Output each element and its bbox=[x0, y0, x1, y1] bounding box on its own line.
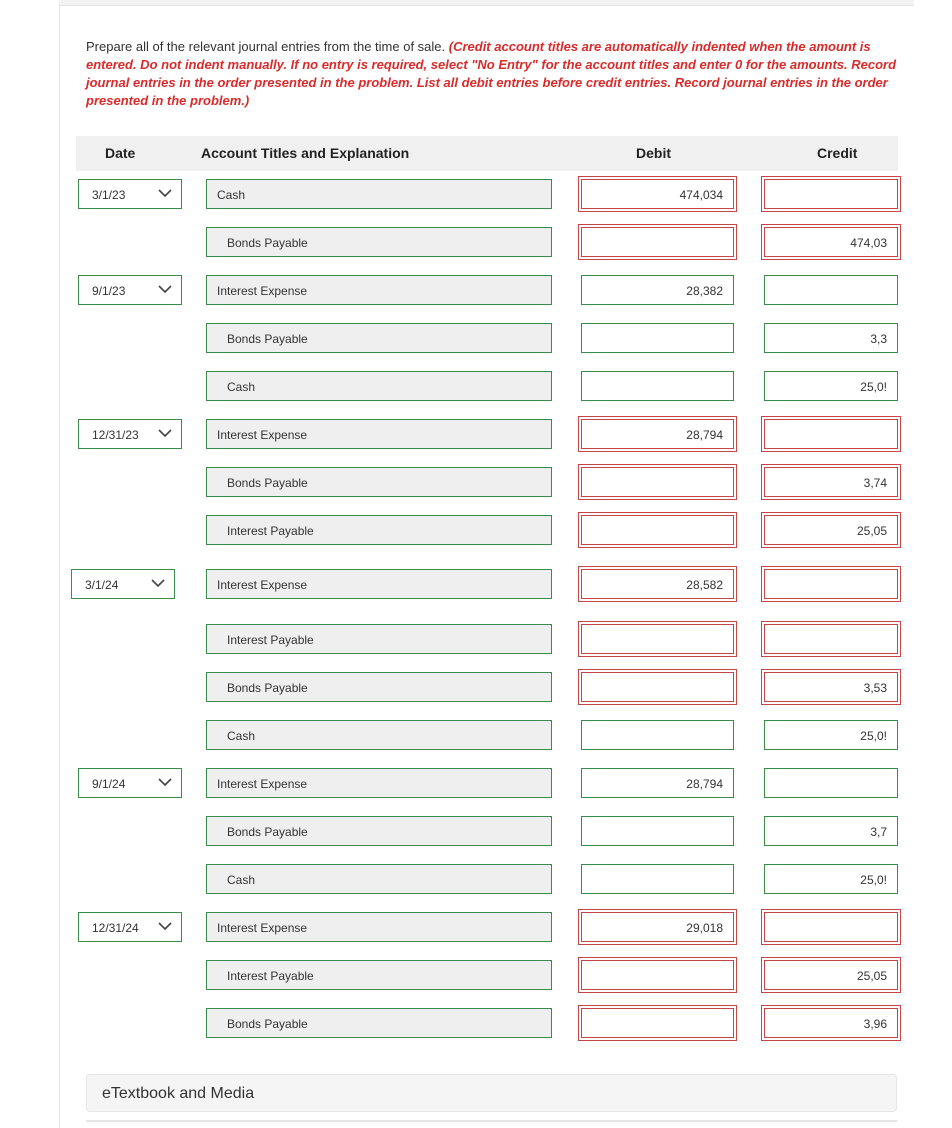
credit-field[interactable]: 3,96 bbox=[764, 1008, 898, 1038]
date-select-9-1-23[interactable] bbox=[78, 275, 182, 305]
chevron-down-icon bbox=[150, 575, 166, 591]
credit-field[interactable] bbox=[764, 912, 898, 942]
account-field[interactable]: Interest Expense bbox=[206, 768, 552, 798]
chevron-down-icon bbox=[157, 185, 173, 201]
account-field[interactable]: Interest Payable bbox=[206, 515, 552, 545]
debit-field[interactable]: 28,582 bbox=[581, 569, 734, 599]
divider bbox=[86, 1120, 897, 1122]
credit-field[interactable] bbox=[764, 768, 898, 798]
credit-field[interactable]: 474,03 bbox=[764, 227, 898, 257]
account-field[interactable]: Cash bbox=[206, 179, 552, 209]
chevron-down-icon bbox=[157, 281, 173, 297]
debit-field[interactable] bbox=[581, 864, 734, 894]
debit-field[interactable] bbox=[581, 720, 734, 750]
account-field[interactable]: Interest Expense bbox=[206, 912, 552, 942]
debit-field[interactable]: 29,018 bbox=[581, 912, 734, 942]
date-value: 3/1/23 bbox=[92, 188, 126, 202]
debit-field[interactable] bbox=[581, 1008, 734, 1038]
header-account: Account Titles and Explanation bbox=[201, 145, 410, 161]
credit-field[interactable]: 25,05 bbox=[764, 960, 898, 990]
header-date: Date bbox=[105, 145, 136, 161]
debit-field[interactable]: 474,034 bbox=[581, 179, 734, 209]
account-field[interactable]: Interest Payable bbox=[206, 624, 552, 654]
debit-field[interactable]: 28,382 bbox=[581, 275, 734, 305]
account-field[interactable]: Interest Expense bbox=[206, 569, 552, 599]
account-field[interactable]: Interest Expense bbox=[206, 275, 552, 305]
credit-field[interactable]: 3,74 bbox=[764, 467, 898, 497]
debit-field[interactable] bbox=[581, 816, 734, 846]
credit-field[interactable] bbox=[764, 275, 898, 305]
instructions-note: (Credit account titles are automatically indented when the amount is entered. Do not indent manually. If no entry is required, select "No Entry" for the account titles and enter 0 for the amounts. Record journal entries in the order presented in the problem. List all debit entries before credit entries. Record journal entries in the order presented in the problem.) bbox=[86, 39, 897, 108]
account-field[interactable]: Interest Payable bbox=[206, 960, 552, 990]
date-value: 9/1/24 bbox=[92, 777, 126, 791]
debit-field[interactable] bbox=[581, 371, 734, 401]
debit-field[interactable] bbox=[581, 515, 734, 545]
debit-field[interactable] bbox=[581, 960, 734, 990]
debit-field[interactable] bbox=[581, 323, 734, 353]
account-field[interactable]: Bonds Payable bbox=[206, 816, 552, 846]
etextbook-media-label: eTextbook and Media bbox=[102, 1085, 255, 1102]
chevron-down-icon bbox=[157, 774, 173, 790]
credit-field[interactable] bbox=[764, 179, 898, 209]
credit-field[interactable]: 25,0! bbox=[764, 720, 898, 750]
debit-field[interactable]: 28,794 bbox=[581, 419, 734, 449]
instructions-lead: Prepare all of the relevant journal entries from the time of sale. bbox=[86, 39, 446, 54]
etextbook-media-panel[interactable] bbox=[86, 1074, 897, 1112]
debit-field[interactable] bbox=[581, 467, 734, 497]
header-debit: Debit bbox=[636, 145, 671, 161]
credit-field[interactable]: 25,0! bbox=[764, 864, 898, 894]
table-header bbox=[76, 136, 898, 171]
date-select-3-1-23[interactable] bbox=[78, 179, 182, 209]
account-field[interactable]: Interest Expense bbox=[206, 419, 552, 449]
chevron-down-icon bbox=[157, 425, 173, 441]
account-field[interactable]: Bonds Payable bbox=[206, 672, 552, 702]
instructions bbox=[86, 38, 898, 110]
top-bar bbox=[59, 0, 914, 6]
date-value: 12/31/23 bbox=[92, 428, 139, 442]
credit-field[interactable] bbox=[764, 624, 898, 654]
account-field[interactable]: Bonds Payable bbox=[206, 227, 552, 257]
credit-field[interactable]: 3,7 bbox=[764, 816, 898, 846]
date-value: 3/1/24 bbox=[85, 578, 119, 592]
account-field[interactable]: Cash bbox=[206, 864, 552, 894]
chevron-down-icon bbox=[157, 918, 173, 934]
debit-field[interactable] bbox=[581, 227, 734, 257]
credit-field[interactable] bbox=[764, 419, 898, 449]
account-field[interactable]: Bonds Payable bbox=[206, 1008, 552, 1038]
credit-field[interactable]: 3,53 bbox=[764, 672, 898, 702]
debit-field[interactable]: 28,794 bbox=[581, 768, 734, 798]
date-select-12-31-23[interactable] bbox=[78, 419, 182, 449]
account-field[interactable]: Cash bbox=[206, 720, 552, 750]
date-value: 9/1/23 bbox=[92, 284, 126, 298]
account-field[interactable]: Cash bbox=[206, 371, 552, 401]
credit-field[interactable]: 25,0! bbox=[764, 371, 898, 401]
debit-field[interactable] bbox=[581, 624, 734, 654]
debit-field[interactable] bbox=[581, 672, 734, 702]
credit-field[interactable] bbox=[764, 569, 898, 599]
account-field[interactable]: Bonds Payable bbox=[206, 323, 552, 353]
date-value: 12/31/24 bbox=[92, 921, 139, 935]
date-select-3-1-24[interactable] bbox=[71, 569, 175, 599]
account-field[interactable]: Bonds Payable bbox=[206, 467, 552, 497]
header-credit: Credit bbox=[817, 145, 858, 161]
page-left-border bbox=[59, 0, 60, 1128]
credit-field[interactable]: 25,05 bbox=[764, 515, 898, 545]
date-select-9-1-24[interactable] bbox=[78, 768, 182, 798]
date-select-12-31-24[interactable] bbox=[78, 912, 182, 942]
credit-field[interactable]: 3,3 bbox=[764, 323, 898, 353]
